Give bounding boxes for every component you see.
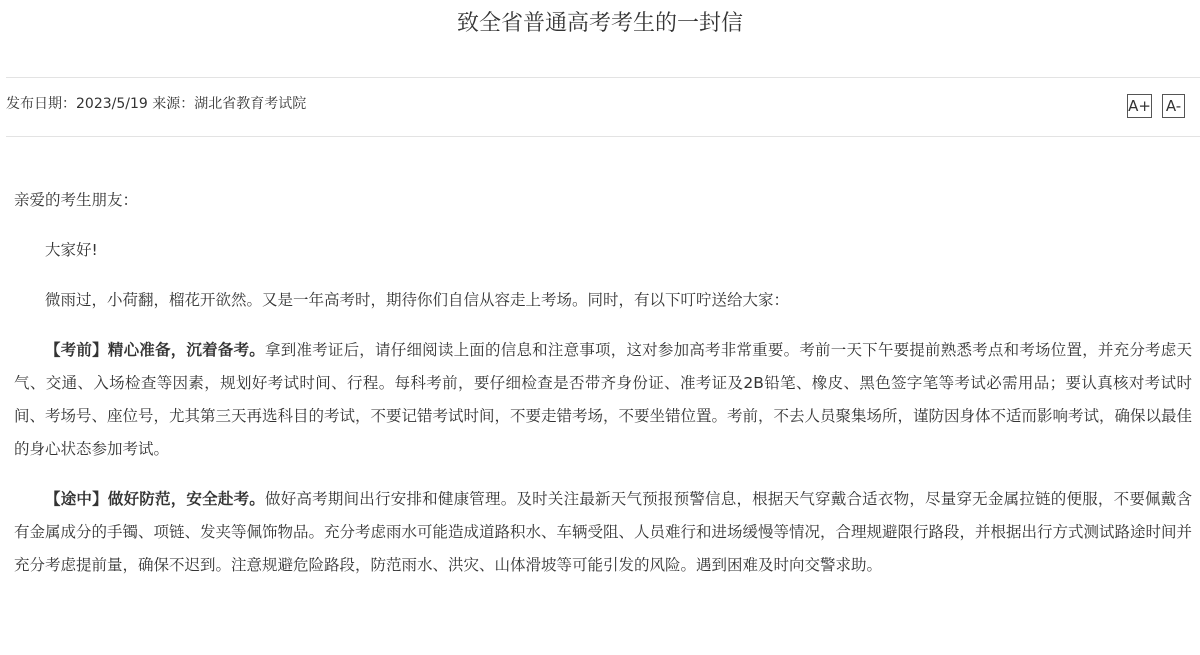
section-heading: 【考前】精心准备，沉着备考。 xyxy=(45,341,266,359)
font-decrease-button[interactable]: A- xyxy=(1162,94,1185,118)
meta-divider xyxy=(6,136,1200,137)
page-title: 致全省普通高考考生的一封信 xyxy=(456,11,743,36)
section-before-exam xyxy=(14,334,1192,466)
section-on-the-way xyxy=(14,483,1192,582)
article-body xyxy=(14,184,1192,599)
greeting: 大家好! xyxy=(45,241,98,259)
font-increase-button[interactable]: A+ xyxy=(1127,94,1152,118)
intro-paragraph: 微雨过，小荷翻，榴花开欲然。又是一年高考时，期待你们自信从容走上考场。同时，有以下叮咛送给大家： xyxy=(45,291,790,309)
section-text: 做好高考期间出行安排和健康管理。及时关注最新天气预报预警信息，根据天气穿戴合适衣物，尽量穿无金属拉链的便服，不要佩戴含有金属成分的手镯、项链、发夹等佩饰物品。充分考虑雨水可能造成道路积水、车辆受阻、人员难行和进场缓慢等情况，合理规避限行路段，并根据出行方式测试路途时间并充分考虑提前量，确保不迟到。注意规避危险路段，防范雨水、洪灾、山体滑坡等可能引发的风险。遇到困难及时向交警求助。 xyxy=(14,490,1193,574)
salutation: 亲爱的考生朋友： xyxy=(14,191,139,209)
header-divider xyxy=(6,77,1200,78)
publish-info: 发布日期：2023/5/19 来源：湖北省教育考试院 xyxy=(6,96,307,112)
section-heading: 【途中】做好防范，安全赴考。 xyxy=(45,490,266,508)
section-text: 拿到准考证后，请仔细阅读上面的信息和注意事项，这对参加高考非常重要。考前一天下午要提前熟悉考点和考场位置，并充分考虑天气、交通、入场检查等因素，规划好考试时间、行程。每科考前，要仔细检查是否带齐身份证、准考证及2B铅笔、橡皮、黑色签字笔等考试必需用品；要认真核对考试时间、考场号、座位号，尤其第三天再选科目的考试，不要记错考试时间，不要走错考场，不要坐错位置。考前，不去人员聚集场所，谨防因身体不适而影响考试，确保以最佳的身心状态参加考试。 xyxy=(14,341,1193,458)
